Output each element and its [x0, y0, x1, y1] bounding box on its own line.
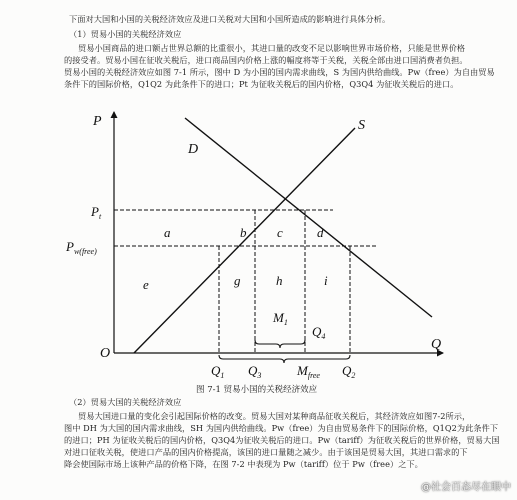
area-b-label: b	[240, 225, 247, 240]
area-a-label: a	[164, 225, 171, 240]
demand-label: D	[188, 142, 199, 157]
paragraph-line: 条件下的国际价格，Q1Q2 为此条件下的进口；Pt 为征收关税后的国内价格，Q3Q4 为征收关税后的进口。	[64, 79, 459, 89]
watermark: @社会百态尽在眼中	[421, 482, 511, 493]
y-axis-label: P	[93, 114, 102, 129]
paragraph-line: 贸易大国进口量的变化会引起国际价格的改变。贸易大国对某种商品征收关税后，其经济效应如图7-2所示，	[78, 411, 471, 421]
paragraph-line: 的进口；PH 为征收关税后的国内价格，Q3Q4为征收关税后的进口。Pw（tariff）为征收关税后的世界价格，贸易大国	[64, 435, 500, 445]
area-i-label: i	[324, 273, 328, 288]
q2-label: $Q_2$	[342, 363, 356, 380]
mfree-brace	[219, 355, 350, 363]
q1-label: $Q_1$	[211, 363, 225, 380]
m1-brace	[255, 340, 305, 348]
price-tariff-label: $P_t$	[91, 204, 102, 221]
price-free-label: $P_{w(free)}$	[66, 239, 97, 256]
area-h-label: h	[276, 273, 283, 288]
x-axis-label: Q	[431, 337, 442, 352]
paragraph-line: 贸易小国商品的进口额占世界总额的比重很小，其进口量的改变不足以影响世界市场价格，只能是世界价格	[78, 43, 466, 53]
q3-label: $Q_3$	[248, 363, 262, 380]
area-c-label: c	[277, 225, 283, 240]
intro-line: 下面对大国和小国的关税经济效应及进口关税对大国和小国所造成的影响进行具体分析。	[69, 14, 391, 24]
origin-label: O	[100, 346, 111, 361]
paragraph-line: 图中 DH 为大国的国内需求曲线，SH 为国内供给曲线。Pw（free）为自由贸易条件下的国际价格，Q1Q2为此条件下	[64, 423, 499, 433]
paragraph-line: 的接受者。贸易小国在征收关税后，进口商品国内价格上涨的幅度将等于关税，关税全部由进口国消费者负担。	[64, 55, 468, 65]
demand-curve	[185, 118, 432, 317]
supply-curve	[134, 128, 355, 353]
m1-label: $M_1$	[273, 310, 288, 327]
q4-label: $Q_4$	[312, 324, 326, 341]
supply-label: S	[358, 118, 365, 133]
mfree-label: $M_{free}$	[297, 363, 320, 380]
paragraph-line: 降会使国际市场上该种产品的价格下降，在图 7-2 中表现为 Pw（tariff）位于 Pw（free）之下。	[64, 459, 423, 469]
section-heading-large-country: （2）贸易大国的关税经济效应	[69, 397, 182, 407]
paragraph-line: 贸易小国的关税经济效应如图 7-1 所示，图中 D 为小国的国内需求曲线，S 为国内供给曲线。Pw（free）为自由贸易	[64, 67, 495, 77]
paragraph-line: 对进口征收关税，使进口产品的国内价格提高，该国的进口量随之减少。由于该国是贸易大国，其进口需求的下	[64, 447, 468, 457]
figure-caption: 图 7-1 贸易小国的关税经济效应	[196, 385, 318, 395]
section-heading-small-country: （1）贸易小国的关税经济效应	[69, 29, 182, 39]
area-g-label: g	[234, 273, 241, 288]
area-d-label: d	[317, 225, 324, 240]
area-e-label: e	[143, 277, 149, 292]
